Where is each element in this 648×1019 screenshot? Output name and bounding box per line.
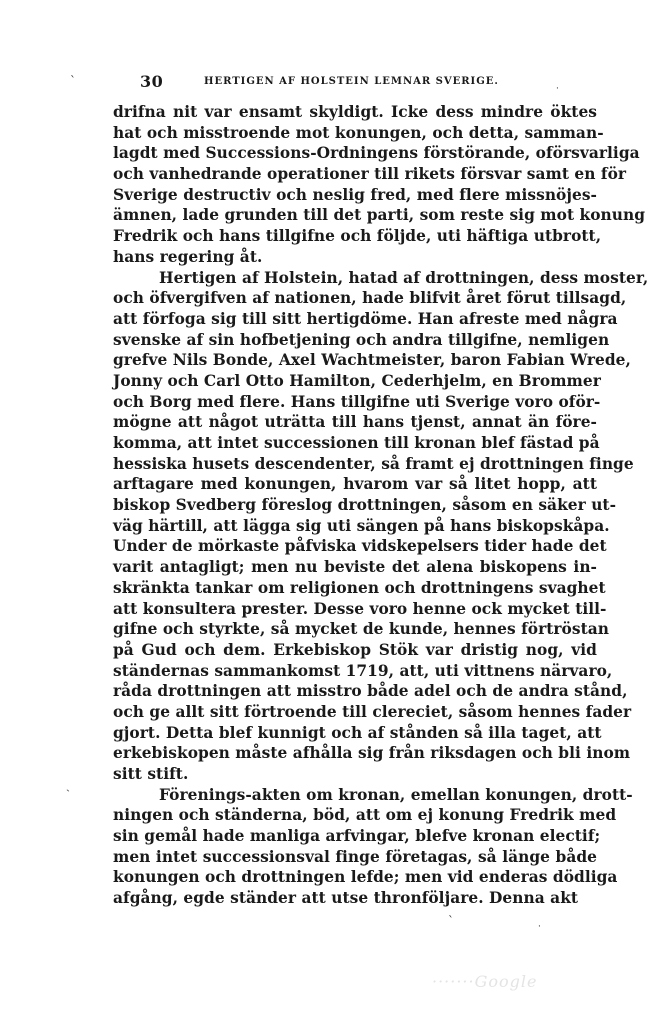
text-line: arftagare med konungen, hvarom var så litet hopp, att xyxy=(113,475,597,494)
text-line: ningen och ständerna, böd, att om ej konung Fredrik med xyxy=(113,806,617,825)
text-line: ämnen, lade grunden till det parti, som reste sig mot konung xyxy=(113,206,646,225)
text-line: sin gemål hade manliga arfvingar, blefve kronan electif; xyxy=(113,827,601,846)
text-line: mögne att något uträtta till hans tjenst, annat än före- xyxy=(113,413,597,432)
text-line: lagdt med Successions-Ordningens förstörande, oförsvarliga xyxy=(113,144,640,163)
text-line: skränkta tankar om religionen och drottningens svaghet xyxy=(113,578,606,597)
text-line: på Gud och dem. Erkebiskop Stök var dristig nog, vid xyxy=(113,640,597,659)
text-line: varit antagligt; men nu beviste det alena biskopens in- xyxy=(113,558,597,577)
text-line: men intet successionsval finge företagas, så länge både xyxy=(113,847,597,866)
text-line: ständernas sammankomst 1719, att, uti vittnens närvaro, xyxy=(113,661,613,680)
margin-mark: · xyxy=(538,922,541,932)
margin-mark: ˏ xyxy=(66,778,70,792)
text-line: Sverige destructiv och neslig fred, med flere missnöjes- xyxy=(113,185,597,204)
text-line: gjort. Detta blef kunnigt och af stånden så illa taget, att xyxy=(113,723,602,742)
text-line: hat och misstroende mot konungen, och detta, samman- xyxy=(113,123,604,142)
margin-mark: · xyxy=(556,84,559,94)
text-line: Fredrik och hans tillgifne och följde, uti häftiga utbrott, xyxy=(113,227,602,246)
text-line: och vanhedrande operationer till rikets försvar samt en för xyxy=(113,165,627,184)
text-line: att konsultera prester. Desse voro henne ock mycket till- xyxy=(113,599,607,618)
text-line: och Borg med flere. Hans tillgifne uti Sverige voro oför- xyxy=(113,392,601,411)
text-line: erkebiskopen måste afhålla sig från riksdagen och bli inom xyxy=(113,744,631,763)
text-line: drifna nit var ensamt skyldigt. Icke dess mindre öktes xyxy=(113,103,597,121)
text-line: biskop Svedberg föreslog drottningen, såsom en säker ut- xyxy=(113,496,617,515)
page-number: 30 xyxy=(140,72,164,91)
text-line: råda drottningen att misstro både adel och de andra stånd, xyxy=(113,682,628,701)
page-header xyxy=(140,72,580,94)
text-line: Jonny och Carl Otto Hamilton, Cederhjelm, en Brommer xyxy=(113,371,601,390)
text-line: att förfoga sig till sitt hertigdöme. Han afreste med några xyxy=(113,309,618,328)
margin-mark: ˋ xyxy=(448,914,454,928)
text-line: och öfvergifven af nationen, hade blifvit året förut tillsagd, xyxy=(113,289,627,308)
text-line: hans regering åt. xyxy=(113,247,263,266)
scan-watermark: ·······Google xyxy=(432,972,538,991)
text-line: väg härtill, att lägga sig uti sängen på hans biskopskåpa. xyxy=(113,516,610,535)
text-line: grefve Nils Bonde, Axel Wachtmeister, baron Fabian Wrede, xyxy=(113,351,631,370)
body-text xyxy=(113,102,648,909)
text-line: afgång, egde ständer att utse thronföljare. Denna akt xyxy=(113,889,579,908)
text-line: sitt stift. xyxy=(113,765,189,783)
text-line: gifne och styrkte, så mycket de kunde, hennes förtröstan xyxy=(113,620,609,639)
text-line: svenske af sin hofbetjening och andra tillgifne, nemligen xyxy=(113,330,610,349)
running-title: HERTIGEN AF HOLSTEIN LEMNAR SVERIGE. xyxy=(204,76,499,87)
text-line: och ge allt sitt förtroende till clereciet, såsom hennes fader xyxy=(113,702,632,721)
text-line: Hertigen af Holstein, hatad af drottningen, dess moster, xyxy=(159,268,648,287)
text-line: hessiska husets descendenter, så framt ej drottningen finge xyxy=(113,454,634,473)
text-line: Under de mörkaste påfviska vidskepelsers tider hade det xyxy=(113,537,607,556)
text-line: Förenings-akten om kronan, emellan konungen, drott- xyxy=(159,785,633,804)
text-line: konungen och drottningen lefde; men vid enderas dödliga xyxy=(113,868,618,887)
margin-mark: ˋ xyxy=(70,74,76,88)
text-line: komma, att intet successionen till kronan blef fästad på xyxy=(113,434,600,452)
